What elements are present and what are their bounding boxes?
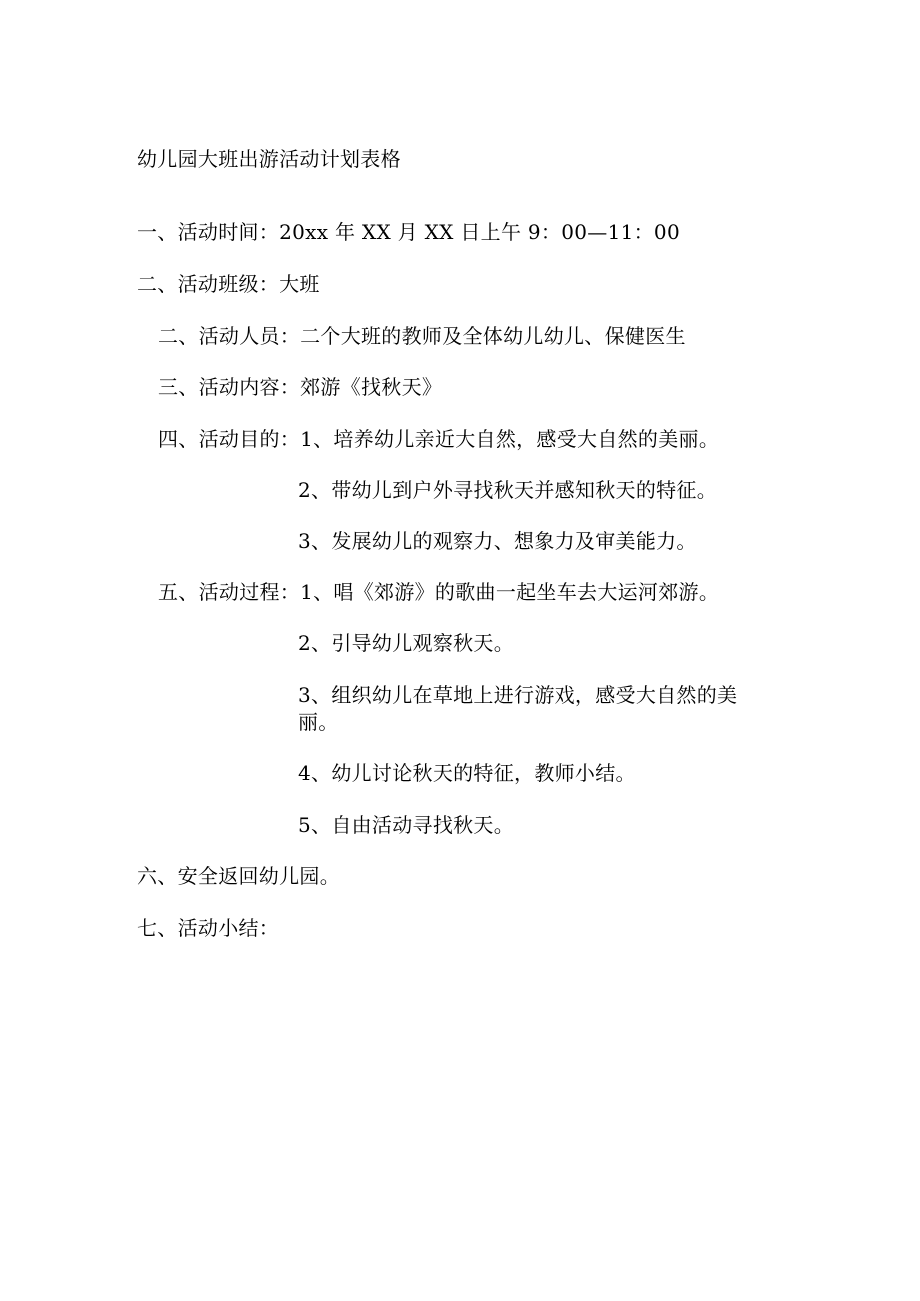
activity-process-item: 4、幼儿讨论秋天的特征，教师小结。 (298, 761, 636, 785)
document-title: 幼儿园大班出游活动计划表格 (137, 147, 401, 171)
activity-goals-heading: 四、活动目的：1、培养幼儿亲近大自然，感受大自然的美丽。 (158, 427, 720, 451)
activity-process-item: 5、自由活动寻找秋天。 (298, 813, 515, 837)
activity-process-item-continued: 丽。 (298, 710, 339, 734)
activity-process-item: 3、组织幼儿在草地上进行游戏，感受大自然的美 (298, 683, 738, 707)
activity-class: 二、活动班级：大班 (137, 272, 320, 296)
activity-process-item: 2、引导幼儿观察秋天。 (298, 631, 515, 655)
activity-process-heading: 五、活动过程：1、唱《郊游》的歌曲一起坐车去大运河郊游。 (158, 580, 720, 604)
activity-time: 一、活动时间：20xx 年 XX 月 XX 日上午 9：00—11：00 (137, 220, 680, 244)
activity-goal-item: 2、带幼儿到户外寻找秋天并感知秋天的特征。 (298, 478, 718, 502)
activity-goal-item: 3、发展幼儿的观察力、想象力及审美能力。 (298, 529, 697, 553)
activity-return: 六、安全返回幼儿园。 (137, 864, 340, 888)
activity-people: 二、活动人员：二个大班的教师及全体幼儿幼儿、保健医生 (158, 324, 686, 348)
activity-summary: 七、活动小结： (137, 916, 280, 940)
activity-content: 三、活动内容：郊游《找秋天》 (158, 375, 443, 399)
